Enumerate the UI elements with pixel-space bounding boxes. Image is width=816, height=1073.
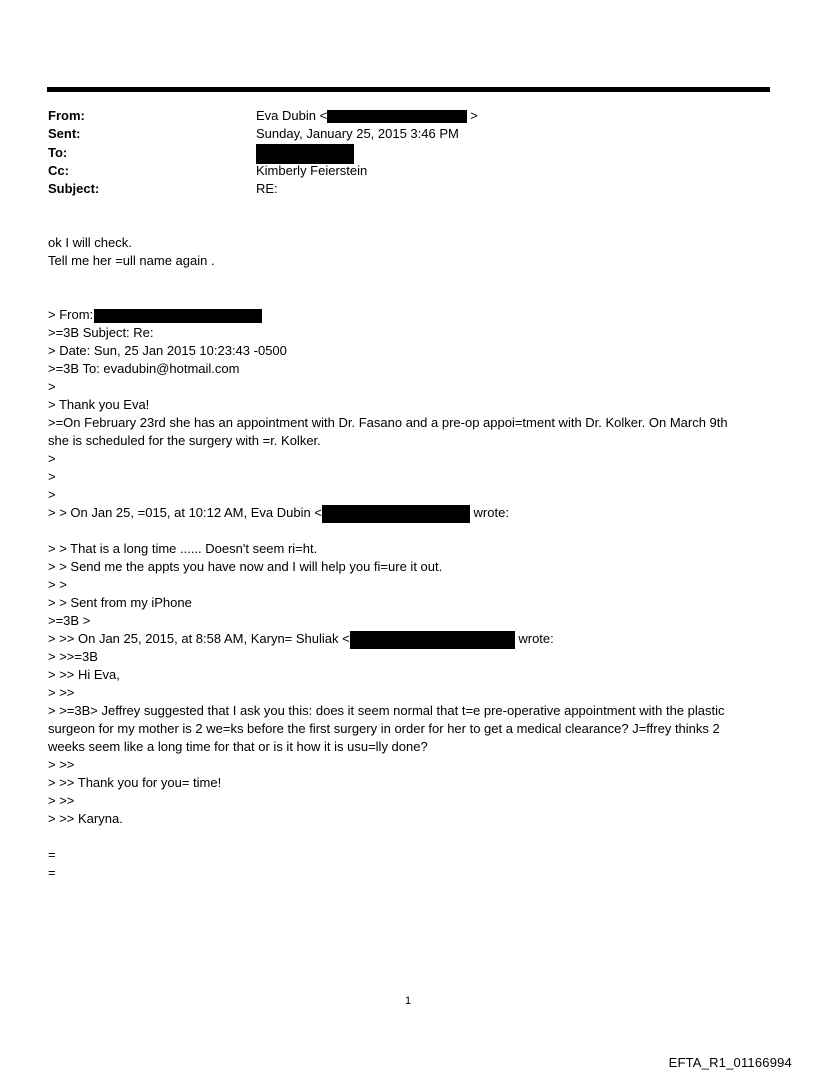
quoted-line: >: [48, 469, 56, 484]
quoted-text: wrote:: [469, 505, 509, 520]
from-name: Eva Dubin <: [256, 108, 328, 123]
header-rule: [47, 87, 770, 92]
quoted-text: wrote:: [514, 631, 554, 646]
quoted-line: > >: [48, 577, 67, 592]
quoted-line: > > That is a long time ...... Doesn't seem ri=ht.: [48, 541, 318, 556]
quoted-line: >=3B >: [48, 613, 91, 628]
reply-line: Tell me her =ull name again .: [48, 253, 215, 268]
quoted-line: > >>: [48, 757, 75, 772]
from-end: >: [470, 108, 478, 123]
quoted-line: surgeon for my mother is 2 we=ks before the first surgery in order for her to get a medical clearance? J=ffrey thinks 2: [48, 721, 720, 736]
quoted-line: > >> Karyna.: [48, 811, 123, 826]
redaction-block: [327, 110, 467, 123]
quoted-line: =: [48, 865, 56, 880]
cc-value: Kimberly Feierstein: [256, 163, 368, 178]
quoted-line: > >>: [48, 685, 75, 700]
quoted-line: > >>: [48, 793, 75, 808]
quoted-line: > >>=3B: [48, 649, 98, 664]
quoted-line: [48, 306, 262, 324]
document-id: EFTA_R1_01166994: [668, 1055, 792, 1070]
quoted-line: > Date: Sun, 25 Jan 2015 10:23:43 -0500: [48, 343, 287, 358]
sent-label: Sent:: [48, 126, 81, 141]
quoted-line: =: [48, 847, 56, 862]
redaction-block: [322, 505, 470, 523]
quoted-from-label: > From:: [48, 307, 94, 322]
redaction-block: [94, 309, 262, 323]
quoted-line: [48, 630, 554, 649]
quoted-line: > >=3B> Jeffrey suggested that I ask you this: does it seem normal that t=e pre-operative appointment with the plastic: [48, 703, 725, 718]
reply-line: ok I will check.: [48, 235, 132, 250]
redaction-block: [350, 631, 515, 649]
quoted-line: > > Sent from my iPhone: [48, 595, 192, 610]
quoted-line: > >> Hi Eva,: [48, 667, 120, 682]
subject-label: Subject:: [48, 181, 100, 196]
cc-label: Cc:: [48, 163, 69, 178]
quoted-line: >=3B To: evadubin@hotmail.com: [48, 361, 240, 376]
quoted-line: [48, 504, 509, 523]
quoted-line: > Thank you Eva!: [48, 397, 150, 412]
quoted-line: > >> Thank you for you= time!: [48, 775, 222, 790]
page-number: 1: [404, 995, 412, 1007]
quoted-line: >=3B Subject: Re:: [48, 325, 154, 340]
quoted-line: >: [48, 379, 56, 394]
subject-value: RE:: [256, 181, 278, 196]
quoted-text: > >> On Jan 25, 2015, at 8:58 AM, Karyn= Shuliak <: [48, 631, 350, 646]
quoted-text: > > On Jan 25, =015, at 10:12 AM, Eva Dubin <: [48, 505, 322, 520]
quoted-line: > > Send me the appts you have now and I will help you fi=ure it out.: [48, 559, 443, 574]
redaction-block: [256, 144, 354, 164]
from-label: From:: [48, 108, 85, 123]
quoted-line: >: [48, 487, 56, 502]
quoted-line: weeks seem like a long time for that or is it how it is usu=lly done?: [48, 739, 428, 754]
from-value: [256, 107, 478, 125]
to-value: [256, 144, 354, 164]
quoted-line: she is scheduled for the surgery with =r. Kolker.: [48, 433, 321, 448]
to-label: To:: [48, 145, 68, 160]
sent-value: Sunday, January 25, 2015 3:46 PM: [256, 126, 459, 141]
quoted-line: >: [48, 451, 56, 466]
quoted-line: >=On February 23rd she has an appointment with Dr. Fasano and a pre-op appoi=tment with Dr. Kolker. On March 9th: [48, 415, 728, 430]
